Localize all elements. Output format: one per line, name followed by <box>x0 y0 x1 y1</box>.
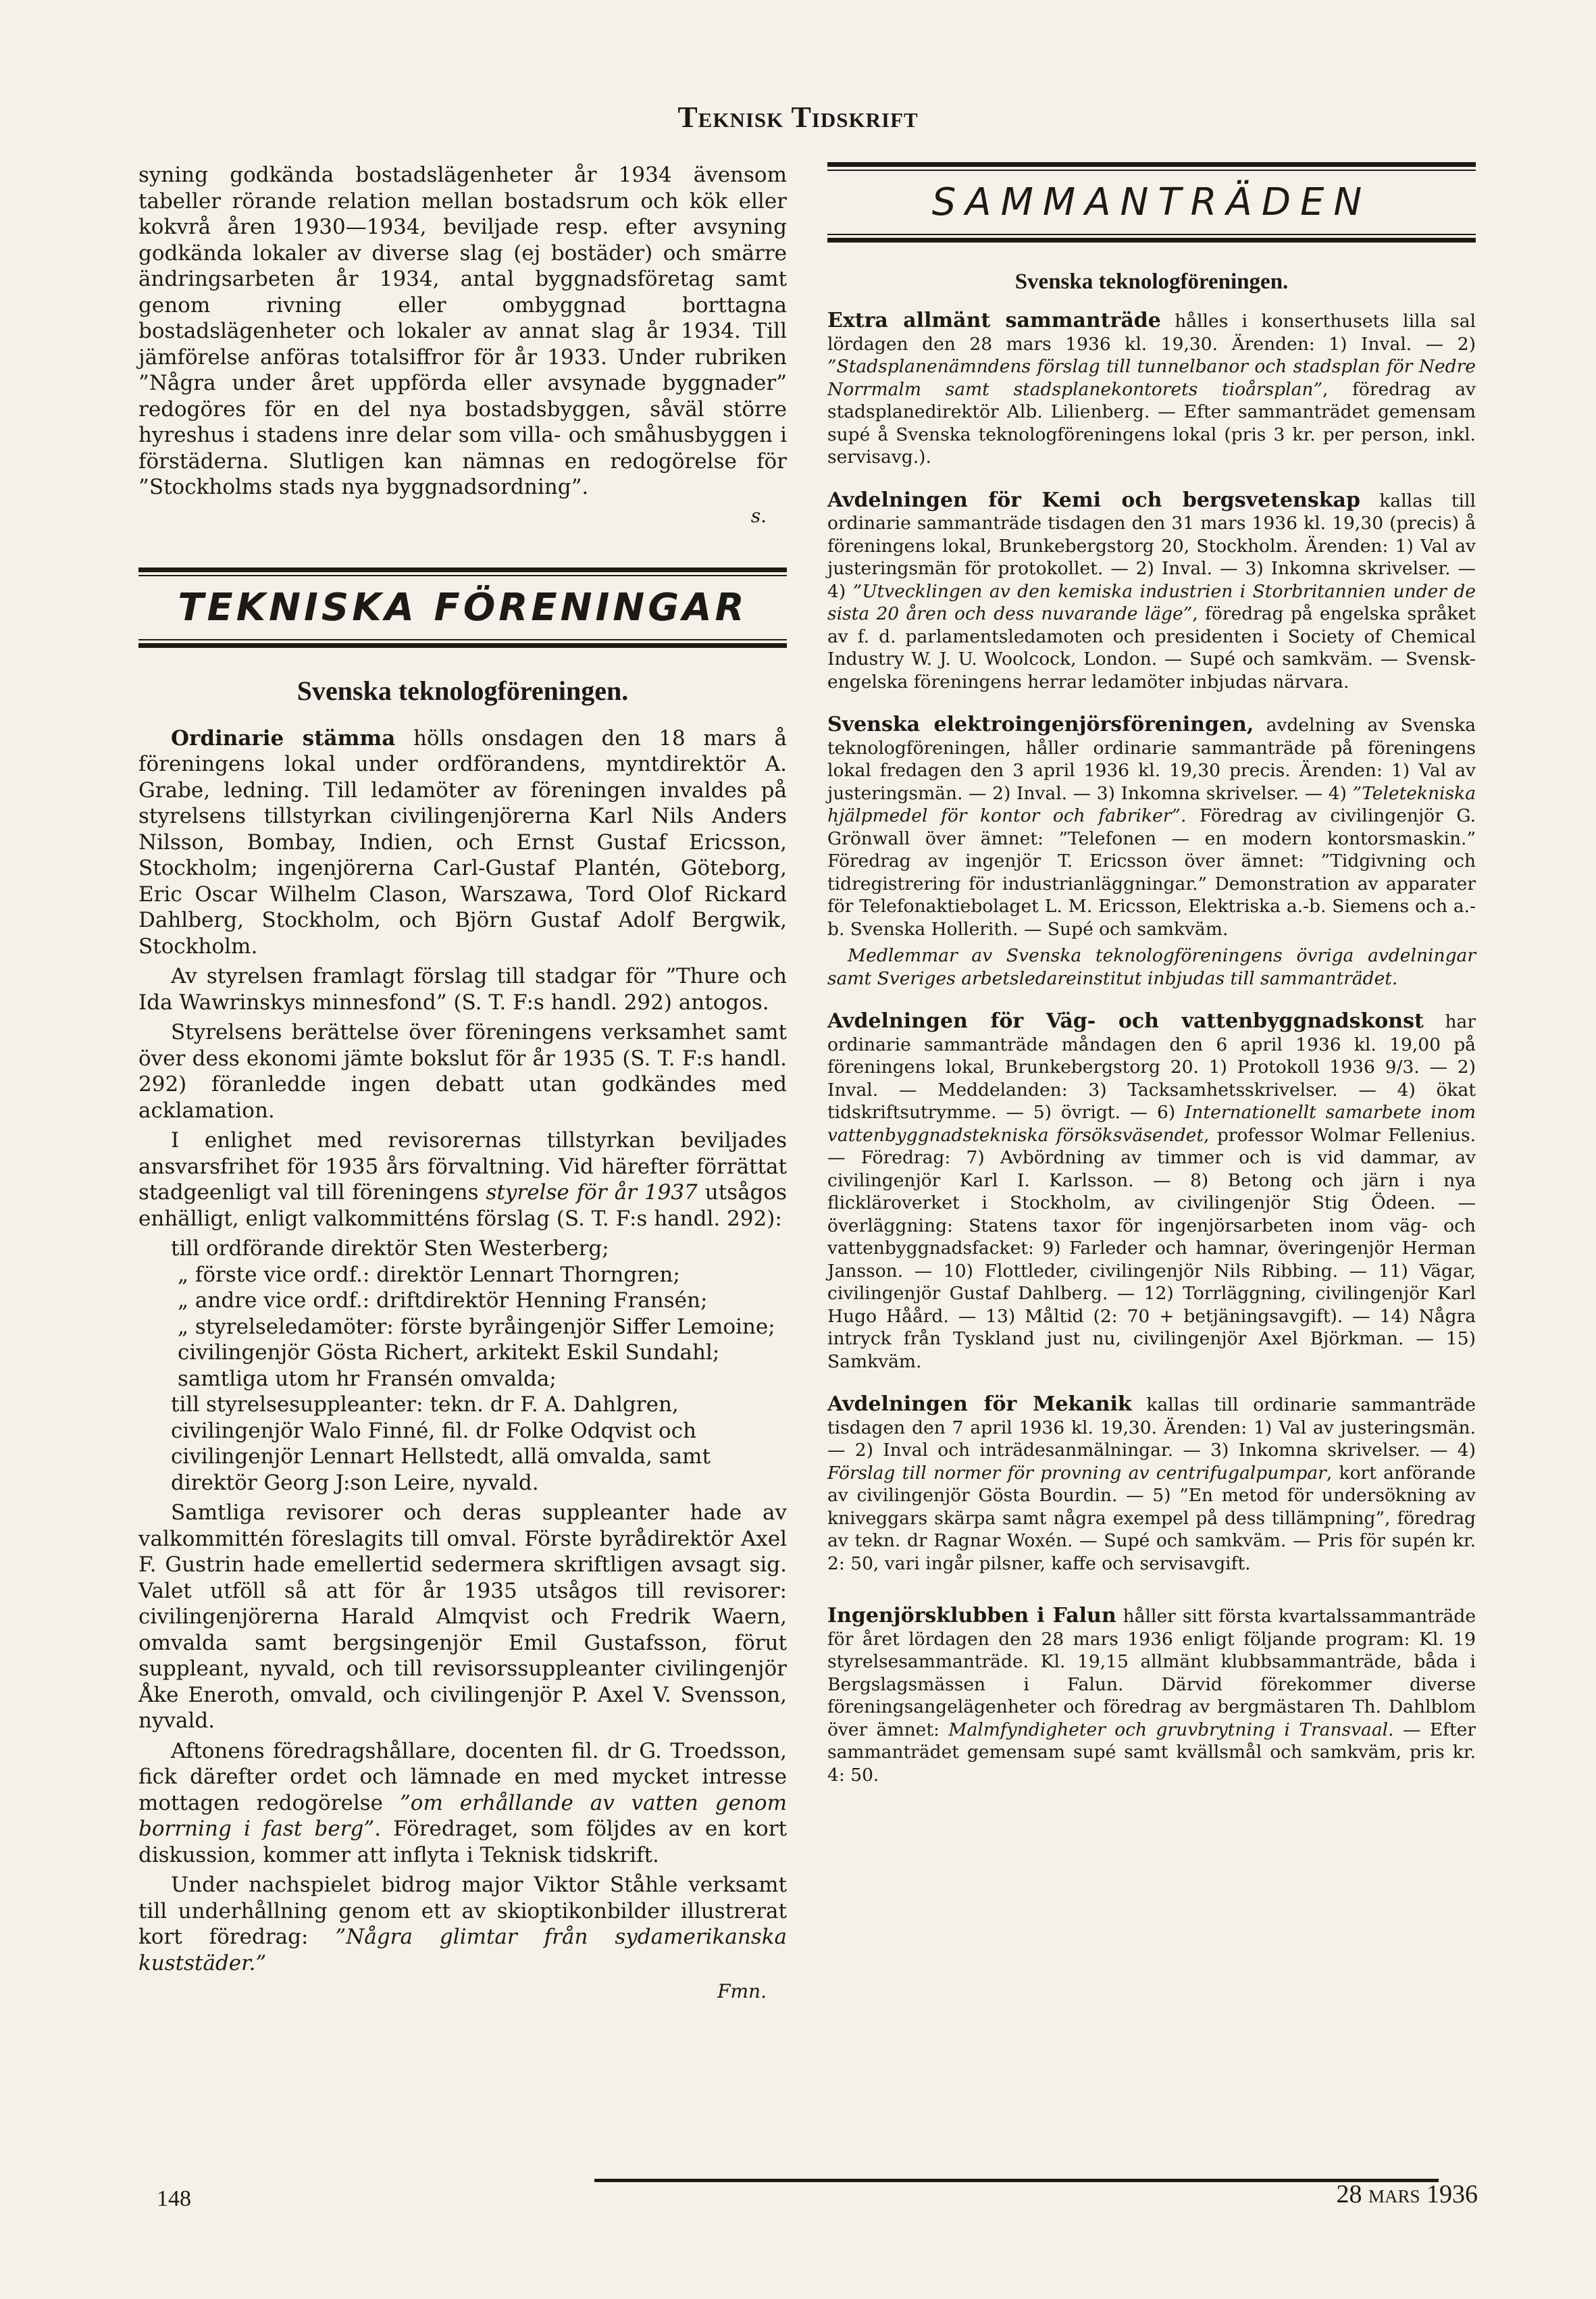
intro-paragraph: syning godkända bostadslägenheter år 1934 ävensom tabeller rörande relation mellan bostadsrum och kök eller kokvrå åren 1930—1934, beviljade resp. efter avsyning godkända lokaler av diverse slag (ej bostäder) och smärre ändringsarbeten år 1934, antal byggnadsföretag samt genom rivning eller ombyggnad borttagna bostadslägenheter och lokaler av annat slag år 1934. Till jämförelse anföras totalsiffror för år 1933. Under rubriken ”Några under året uppförda eller avsynade byggnader” redogöres för en del nya bostadsbyggen, såväl större hyreshus i stadens inre delar som villa- och småhusbyggen i förstäderna. Slutligen kan nämnas en redogörelse för ”Stockholms stads nya byggnadsordning”. <box>138 163 787 499</box>
section-title: TEKNISKA FÖRENINGAR <box>178 585 748 630</box>
section-title: SAMMANTRÄDEN <box>931 180 1372 224</box>
rule <box>827 238 1476 243</box>
notice-body: hålles i konserthusets lilla sal lördagen den 28 mars 1936 kl. 19,30. Ärenden: 1) Inval. — 2) <box>827 311 1476 355</box>
notice-body: , kort anförande av civilingenjör Gösta Bourdin. — 5) ”En metod för undersökning av kniveggars skärpa samt några exempel på dess tillämpning”, föredrag av tekn. dr Ragnar Woxén. — Supé och samkväm. — Pris för supén kr. 2: 50, vari ingår pilsner, kaffe och servisavgift. <box>827 1462 1476 1574</box>
notice-italic: Förslag till normer för provning av centrifugalpumpar <box>827 1462 1327 1484</box>
section-subhead: Svenska teknologföreningen. <box>297 675 629 706</box>
notice-italic: Malmfyndigheter och gruvbrytning i Transvaal <box>948 1719 1389 1740</box>
paragraph-text: I enlighet med revisorernas tillstyrkan beviljades ansvarsfrihet för 1935 års förvaltning. Vid härefter förrättat stadgeenligt val till föreningens <box>138 1128 787 1205</box>
rule <box>138 639 787 640</box>
paragraph-italic: ”om erhållande av vatten genom borrning i fast berg” <box>138 1790 787 1841</box>
paragraph-text: Under nachspielet bidrog major Viktor Ståhle verksamt till underhållning genom ett av skioptikonbilder illustrerat kort föredrag: <box>138 1873 787 1949</box>
article-signature: Fmn. <box>717 1980 767 2002</box>
notice-note <box>827 944 1476 990</box>
meeting-notice <box>827 1010 1476 1373</box>
notice-body: , professor Wolmar Fellenius. — Föredrag: 7) Avbördning av timmer och is vid dammar, av civilingenjör Karl I. Karlsson. — 8) Betong och järn i nya flickläroverket i Stockholm, av civilingenjör Stig Ödeen. — överläggning: Statens taxor för ingenjörsarbeten inom väg- och vattenbyggnadsfacket: 9) Farleder och hamnar, överingenjör Herman Jansson. — 10) Flottleder, civilingenjör Nils Ribbing. — 11) Vägar, civilingenjör Gustaf Dahlberg. — 12) Torrläggning, civilingenjör Karl Hugo Håård. — 13) Måltid (2: 70 + betjäningsavgift). — 14) Några intryck från Tyskland just nu, civilingenjör Axel Björkman. — 15) Samkväm. <box>827 1124 1476 1372</box>
paragraph: Av styrelsen framlagt förslag till stadgar för ”Thure och Ida Wawrinskys minnesfond” (S. T. F:s handl. 292) antogos. <box>138 964 787 1015</box>
rule <box>827 162 1476 167</box>
election-list <box>138 1236 787 1496</box>
notice-text <box>827 489 1476 694</box>
notice-title: Ingenjörsklubben i Falun <box>827 1604 1116 1627</box>
paragraph-text: Aftonens föredragshållare, docenten fil. dr G. Troedsson, fick därefter ordet och lämnade en med mycket intresse mottagen redogörelse <box>138 1738 787 1815</box>
paragraph-lead: Ordinarie stämma <box>171 726 396 751</box>
right-column <box>827 162 1476 1807</box>
left-column <box>138 162 787 2002</box>
paragraph-italic: styrelse för år 1937 <box>486 1180 698 1205</box>
meeting-notice <box>827 309 1476 469</box>
notice-italic: ”Stadsplanenämndens förslag till tunnelbanor och stadsplan för Nedre Norrmalm samt stadsplanekontorets tioårsplan” <box>827 356 1476 400</box>
notice-body: , föredrag på engelska språket av f. d. parlamentsledamoten och presidenten i Society of Chemical Industry W. J. U. Woolcock, London. — Supé och samkväm. — Svensk-engelska föreningens herrar ledamöter inbjudas närvara. <box>827 603 1476 692</box>
notice-body: , föredrag av stadsplanedirektör Alb. Lilienberg. — Efter sammanträdet gemensam supé å Svenska teknologföreningens lokal (pris 3 kr. per person, inkl. servisavg.). <box>827 378 1476 468</box>
notice-text <box>827 713 1476 940</box>
paragraph: Samtliga revisorer och deras suppleanter hade av valkommittén föreslagits till omval. Förste byrådirektör Axel F. Gustrin hade emellertid sedermera skriftligen avsagt sig. Valet utföll så att för år 1935 utsågos till revisorer: civilingenjörerna Harald Almqvist och Fredrik Waern, omvalda samt bergsingenjör Emil Gustafsson, förut suppleant, nyvald, och till revisorssuppleanter civilingenjör Åke Eneroth, omvald, och civilingenjör P. Axel V. Svensson, nyvald. <box>138 1500 787 1733</box>
rule <box>138 643 787 648</box>
notice-text <box>827 309 1476 469</box>
notice-text <box>827 1605 1476 1786</box>
notice-body: avdelning av Svenska teknologföreningen, håller ordinarie sammanträde på föreningens lokal fredagen den 3 april 1936 kl. 19,30 precis. Ärenden: 1) Val av justeringsmän. — 2) Inval. — 3) Inkomna skrivelser. — 4) <box>827 715 1476 804</box>
notice-italic: Internationellt samarbete inom vattenbyggnadstekniska försöksväsendet <box>827 1102 1476 1146</box>
paragraph <box>138 1872 787 1976</box>
meeting-notice <box>827 1393 1476 1575</box>
notice-body: kallas till ordinarie sammanträde tisdagen den 31 mars 1936 kl. 19,30 (precis) å föreningens lokal, Brunkebergstorg 20, Stockholm. Ärenden: 1) Val av justeringsmän för protokollet. — 2) Inval. — 3) Inkomna skrivelser. — 4) <box>827 490 1476 602</box>
paragraph-text: . Föredraget, som följdes av en kort diskussion, kommer att inflyta i Teknisk tidskrift. <box>138 1817 787 1867</box>
list-item: till ordförande direktör Sten Westerberg; <box>171 1236 609 1261</box>
meeting-notice <box>827 489 1476 694</box>
notice-text <box>827 1393 1476 1575</box>
rule <box>827 234 1476 235</box>
notice-italic: ”Utvecklingen av den kemiska industrien i Storbritannien under de sista 20 åren och dess nuvarande läge” <box>827 580 1476 624</box>
section-banner-sammantraden <box>827 162 1476 243</box>
footer-rule <box>594 2179 1439 2182</box>
notice-title: Avdelningen för Mekanik <box>827 1392 1132 1416</box>
list-item: „ andre vice ordf.: driftdirektör Henning Fransén; <box>178 1288 708 1313</box>
list-item: „ förste vice ordf.: direktör Lennart Thorngren; <box>178 1262 680 1287</box>
masthead: Teknisk Tidskrift <box>677 101 919 134</box>
list-item: till styrelsesuppleanter: tekn. dr F. A. Dahlgren, civilingenjör Walo Finné, fil. dr Folke Odqvist och civilingenjör Lennart Hellstedt, allä omvalda, samt direktör Georg J:son Leire, nyvald. <box>171 1392 711 1495</box>
notice-body: håller sitt första kvartalssammanträde för året lördagen den 28 mars 1936 enligt följande program: Kl. 19 styrelsesammanträde. Kl. 19,15 allmänt klubbsammanträde, båda i Bergslagsmässen i Falun. Därvid förekommer diverse föreningsangelägenheter och föredrag av bergmästaren Th. Dahlblom över ämnet: <box>827 1606 1476 1740</box>
paragraph-text: hölls onsdagen den 18 mars å föreningens lokal under ordförandens, myntdirektör A. Grabe, ledning. Till ledamöter av föreningen invaldes på styrelsens tillstyrkan civilingenjörerna Karl Nils Anders Nilsson, Bombay, Indien, och Ernst Gustaf Ericsson, Stockholm; ingenjörerna Carl-Gustaf Plantén, Göteborg, Eric Oscar Wilhelm Clason, Warszawa, Tord Olof Rickard Dahlberg, Stockholm, och Björn Gustaf Adolf Bergwik, Stockholm. <box>138 726 788 959</box>
notice-title: Extra allmänt sammanträde <box>827 309 1161 332</box>
paragraph <box>138 726 787 960</box>
notice-body: . — Efter sammanträdet gemensam supé samt kvällsmål och samkväm, pris kr. 4: 50. <box>827 1719 1476 1786</box>
notice-italic: ”Teletekniska hjälpmedel för kontor och fabriker” <box>827 782 1476 826</box>
paragraph-text: utsågos enhälligt, enligt valkommitténs förslag (S. T. F:s handl. 292): <box>138 1180 787 1231</box>
notice-italic: Medlemmar av Svenska teknologföreningens övriga avdelningar samt Sveriges arbetsledareinstitut inbjudas till sammanträdet. <box>827 945 1476 989</box>
meeting-notice <box>827 713 1476 990</box>
notice-body: kallas till ordinarie sammanträde tisdagen den 7 april 1936 kl. 19,30. Ärenden: 1) Val av justeringsmän. — 2) Inval och inträdesanmälningar. — 3) Inkomna skrivelser. — 4) <box>827 1394 1476 1461</box>
notice-text <box>827 1010 1476 1373</box>
paragraph <box>138 1738 787 1869</box>
notice-title: Avdelningen för Kemi och bergsvetenskap <box>827 488 1360 512</box>
notice-title: Svenska elektroingenjörsföreningen, <box>827 713 1254 736</box>
meeting-notice <box>827 1605 1476 1786</box>
notice-body: har ordinarie sammanträde måndagen den 6 april 1936 kl. 19,00 på föreningens lokal, Brunkebergstorg 20. 1) Protokoll 1936 9/3. — 2) Inval. — Meddelanden: 3) Tacksamhetsskrivelser. — 4) ökat tidskriftsutrymme. — 5) övrigt. — 6) <box>827 1011 1476 1123</box>
list-item: „ styrelseledamöter: förste byråingenjör Siffer Lemoine; civilingenjör Gösta Richert, arkitekt Eskil Sundahl; samtliga utom hr Fransén omvalda; <box>178 1314 775 1391</box>
intro-signature: s. <box>750 504 767 527</box>
page-number: 148 <box>157 2186 191 2211</box>
paragraph <box>138 1128 787 1232</box>
issue-date: 28 mars 1936 <box>1336 2180 1478 2208</box>
section-subhead: Svenska teknologföreningen. <box>1014 270 1289 294</box>
section-banner-tekniska-foreningar <box>138 567 787 648</box>
notice-body: . Föredrag av civilingenjör G. Grönwall över ämnet: ”Telefonen — en modern kontorsmaskin.” Föredrag av ingenjör T. Ericsson över ämnet: ”Tidgivning och tidregistrering för industrianläggningar.” Demonstration av apparater för Telefonaktiebolaget L. M. Ericsson, Elektriska a.-b. Siemens och a.-b. Svenska Hollerith. — Supé och samkväm. <box>827 805 1476 940</box>
paragraph: Styrelsens berättelse över föreningens verksamhet samt över dess ekonomi jämte bokslut för år 1935 (S. T. F:s handl. 292) föranledde ingen debatt utan godkändes med acklamation. <box>138 1020 787 1123</box>
rule <box>138 567 787 572</box>
notice-title: Avdelningen för Väg- och vattenbyggnadskonst <box>827 1009 1424 1033</box>
paragraph-italic: ”Några glimtar från sydamerikanska kuststäder.” <box>138 1925 787 1975</box>
